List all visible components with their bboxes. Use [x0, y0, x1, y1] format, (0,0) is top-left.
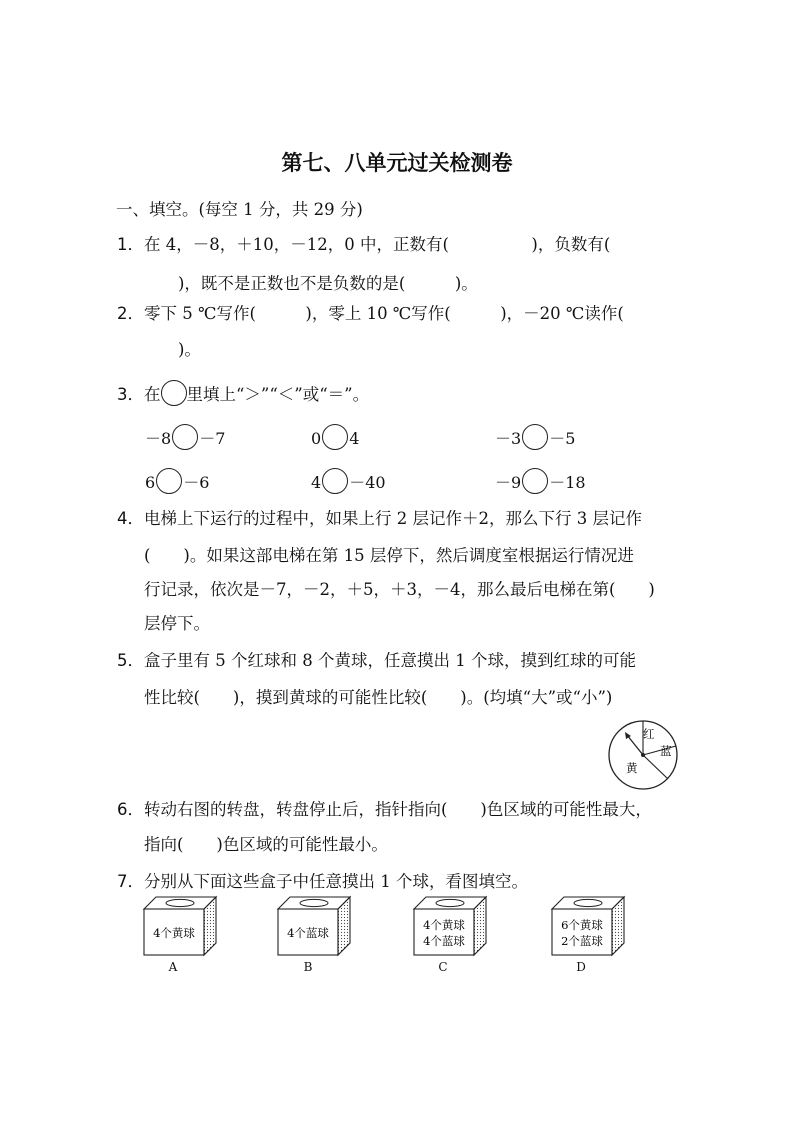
question-1-line-1	[117, 233, 610, 257]
compare-left: 4	[311, 473, 322, 492]
box-b-content: 4个蓝球	[287, 926, 329, 940]
question-6-line-1	[117, 798, 652, 822]
question-2-line-1	[117, 302, 624, 326]
question-4-text-4: 层停下。	[144, 614, 210, 633]
box-c-label: C	[438, 960, 448, 974]
spinner-pointer-icon	[627, 735, 643, 755]
question-4-number: 4．	[117, 509, 144, 528]
question-4-text-3: 行记录，依次是－7，－2，＋5，＋3，－4，那么最后电梯在第( )	[144, 580, 655, 599]
compare-item-3	[495, 424, 575, 452]
question-4-text-1: 电梯上下运行的过程中，如果上行 2 层记作＋2，那么下行 3 层记作	[144, 509, 642, 528]
box-a-content: 4个黄球	[153, 926, 195, 940]
compare-circle-icon[interactable]	[322, 468, 348, 494]
question-3-number: 3．	[117, 385, 144, 404]
question-6-text-2: 指向( )色区域的可能性最小。	[144, 835, 388, 854]
spinner-label-blue: 蓝	[660, 744, 672, 758]
compare-circle-icon[interactable]	[156, 468, 182, 494]
question-5-line-1	[117, 649, 636, 673]
box-c-content-2: 4个蓝球	[423, 934, 465, 948]
compare-item-2	[311, 424, 359, 452]
spinner-label-yellow: 黄	[626, 761, 638, 775]
compare-circle-icon[interactable]	[522, 468, 548, 494]
compare-right: －5	[549, 429, 576, 448]
question-1-text-1: 在 4，－8，＋10，－12，0 中，正数有( )，负数有(	[144, 235, 611, 254]
box-c-content-1: 4个黄球	[423, 918, 465, 932]
question-2-number: 2．	[117, 304, 144, 323]
question-7-number: 7．	[117, 872, 144, 891]
question-4-line-1	[117, 507, 642, 531]
question-6-text-1: 转动右图的转盘，转盘停止后，指针指向( )色区域的可能性最大，	[144, 800, 652, 819]
box-d-label: D	[576, 960, 586, 974]
question-7-line-1	[117, 870, 528, 894]
ball-box-d	[548, 895, 634, 959]
spinner-divider	[643, 755, 668, 779]
question-7-text-1: 分别从下面这些盒子中任意摸出 1 个球，看图填空。	[144, 872, 528, 891]
box-d-content-1: 6个黄球	[561, 918, 603, 932]
question-4-text-2: ( )。如果这部电梯在第 15 层停下，然后调度室根据运行情况进	[144, 546, 634, 565]
compare-item-1	[145, 424, 225, 452]
compare-left: 6	[145, 473, 156, 492]
question-1-text-2: )，既不是正数也不是负数的是( )。	[178, 274, 478, 293]
question-5-text-1: 盒子里有 5 个红球和 8 个黄球，任意摸出 1 个球，摸到红球的可能	[144, 651, 636, 670]
spinner-center-icon	[641, 753, 645, 757]
question-3-post: 里填上“＞”“＜”或“＝”。	[186, 385, 370, 404]
compare-right: －40	[349, 473, 386, 492]
ball-box-b	[274, 895, 360, 959]
question-3-pre: 在	[144, 385, 161, 404]
question-2-text-1: 零下 5 ℃写作( )，零上 10 ℃写作( )，－20 ℃读作(	[144, 304, 624, 323]
compare-item-5	[311, 468, 386, 496]
box-a-label: A	[168, 960, 178, 974]
page-title: 第七、八单元过关检测卷	[281, 151, 513, 175]
compare-right: －7	[199, 429, 226, 448]
question-5-text-2: 性比较( )，摸到黄球的可能性比较( )。(均填“大”或“小”)	[144, 688, 613, 707]
compare-item-4	[145, 468, 209, 496]
compare-left: －9	[495, 473, 522, 492]
compare-left: 0	[311, 429, 322, 448]
compare-circle-icon[interactable]	[322, 424, 348, 450]
question-3-line	[117, 380, 369, 407]
box-b-label: B	[303, 960, 313, 974]
compare-circle-icon[interactable]	[522, 424, 548, 450]
compare-right: 4	[349, 429, 360, 448]
compare-circle-icon[interactable]	[172, 424, 198, 450]
box-d-content-2: 2个蓝球	[561, 934, 603, 948]
question-1-number: 1．	[117, 235, 144, 254]
section-heading: 一、填空。(每空 1 分，共 29 分)	[116, 200, 363, 219]
compare-left: －3	[495, 429, 522, 448]
ball-box-c	[410, 895, 496, 959]
compare-right: －18	[549, 473, 586, 492]
spinner-figure	[606, 718, 680, 792]
question-5-number: 5．	[117, 651, 144, 670]
compare-left: －8	[145, 429, 172, 448]
question-2-text-2: )。	[178, 340, 201, 359]
ball-box-a	[140, 895, 226, 959]
question-6-number: 6．	[117, 800, 144, 819]
compare-circle-icon	[161, 380, 187, 406]
spinner-label-red: 红	[643, 727, 655, 741]
compare-item-6	[495, 468, 586, 496]
compare-right: －6	[183, 473, 210, 492]
